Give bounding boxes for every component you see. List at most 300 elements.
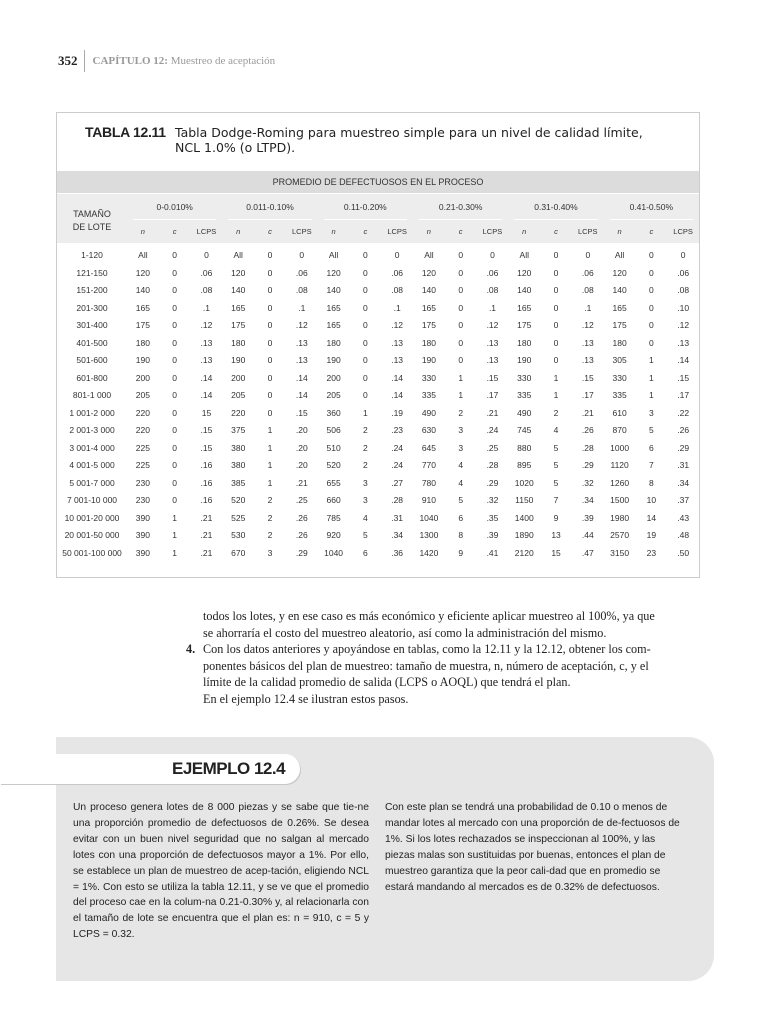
table-row bbox=[57, 300, 699, 318]
table-cell: 390 bbox=[135, 530, 150, 540]
table-row bbox=[57, 440, 699, 458]
table-cell: 1 bbox=[649, 372, 654, 383]
table-cell: All bbox=[424, 250, 434, 260]
table-row bbox=[57, 265, 699, 283]
table-cell: 0 bbox=[649, 250, 654, 260]
table-cell: 380 bbox=[231, 460, 246, 470]
table-cell: 0 bbox=[267, 372, 273, 383]
table-cell: .15 bbox=[295, 407, 308, 418]
table-cell: 180 bbox=[231, 337, 246, 348]
table-cell: .21 bbox=[200, 512, 213, 523]
lote-size-cell: 1-120 bbox=[81, 250, 103, 260]
table-cell: 165 bbox=[612, 302, 627, 313]
table-cell: .1 bbox=[298, 302, 306, 313]
table-cell: .26 bbox=[677, 425, 690, 435]
table-cell: 0 bbox=[267, 337, 273, 348]
table-cell: 225 bbox=[135, 460, 150, 470]
table-cell: .14 bbox=[391, 372, 404, 383]
group-label: 0.31-0.40% bbox=[514, 194, 597, 220]
table-cell: .31 bbox=[391, 512, 404, 523]
table-cell: .34 bbox=[391, 530, 404, 540]
table-cell: 385 bbox=[231, 477, 246, 488]
table-cell: .06 bbox=[391, 267, 404, 278]
table-cell: 180 bbox=[135, 337, 150, 348]
table-cell: 1 bbox=[267, 477, 273, 488]
table-cell: 335 bbox=[517, 390, 532, 400]
subcolumn-headers bbox=[413, 220, 508, 243]
lote-size-cell: 10 001-20 000 bbox=[64, 512, 120, 523]
table-cell: 3 bbox=[458, 425, 464, 435]
table-cell: 0 bbox=[362, 390, 368, 400]
lote-size-cell: 801-1 000 bbox=[72, 390, 112, 400]
table-cell: .12 bbox=[200, 320, 213, 330]
table-cell: 0 bbox=[267, 390, 273, 400]
table-cell: 6 bbox=[458, 512, 464, 523]
item-line4: En el ejemplo 12.4 se ilustran estos pasos. bbox=[203, 691, 409, 706]
row-cells bbox=[127, 440, 699, 458]
table-cell: 0 bbox=[172, 407, 178, 418]
subcolumn-header: LCPS bbox=[673, 227, 693, 236]
table-body bbox=[57, 247, 699, 562]
list-item-4 bbox=[186, 641, 733, 707]
table-cell: 190 bbox=[517, 355, 532, 365]
table-cell: 8 bbox=[649, 477, 654, 488]
table-cell: .39 bbox=[486, 530, 499, 540]
table-cell: 2 bbox=[458, 407, 464, 418]
table-cell: 770 bbox=[421, 460, 437, 470]
table-cell: 14 bbox=[646, 512, 657, 523]
table-cell: .43 bbox=[677, 512, 690, 523]
table-cell: 335 bbox=[612, 390, 627, 400]
table-cell: 1 bbox=[458, 390, 464, 400]
group-2 bbox=[318, 194, 413, 243]
table-cell: 140 bbox=[421, 285, 437, 295]
row-cells bbox=[127, 457, 699, 475]
table-cell: 330 bbox=[612, 372, 627, 383]
table-cell: 0 bbox=[553, 337, 559, 348]
table-row bbox=[57, 370, 699, 388]
table-cell: .21 bbox=[295, 477, 308, 488]
lote-size-cell: 301-400 bbox=[76, 320, 108, 330]
table-row bbox=[57, 457, 699, 475]
table-cell: 1 bbox=[267, 460, 273, 470]
table-cell: 1 bbox=[649, 355, 654, 365]
lote-header-line1: TAMAÑO bbox=[73, 209, 111, 219]
table-cell: .29 bbox=[295, 547, 308, 558]
table-cell: .15 bbox=[581, 372, 594, 383]
table-cell: 3 bbox=[649, 407, 654, 418]
table-cell: 0 bbox=[172, 390, 178, 400]
table-cell: 1 bbox=[172, 547, 178, 558]
table-cell: 880 bbox=[517, 442, 532, 453]
example-right-column: Con este plan se tendrá una probabilidad de 0.10 o menos de mandar lotes al mercado con una proporción de de-fectuosos de 1%. Si los lotes rechazados se inspeccionan al 100%, y las piezas malas son sustituidas por buenas, entonces el plan de muestreo garantiza que la peor cali-dad que en promedio se estará mandando al mercados es de 0.32% de defectuosos. bbox=[385, 802, 680, 893]
table-cell: 1 bbox=[267, 425, 273, 435]
table-row bbox=[57, 510, 699, 528]
table-cell: .21 bbox=[581, 407, 594, 418]
table-cell: .08 bbox=[391, 285, 404, 295]
row-cells bbox=[127, 545, 699, 563]
table-cell: 165 bbox=[135, 302, 150, 313]
list-item-number: 4. bbox=[186, 642, 196, 656]
table-cell: 2 bbox=[267, 495, 273, 505]
table-cell: .06 bbox=[486, 267, 499, 278]
table-cell: .13 bbox=[581, 337, 594, 348]
table-cell: 6 bbox=[362, 547, 368, 558]
subcolumn-headers bbox=[508, 220, 603, 243]
table-cell: .21 bbox=[200, 547, 213, 558]
table-cell: .34 bbox=[581, 495, 594, 505]
table-cell: 0 bbox=[362, 302, 368, 313]
table-cell: 230 bbox=[135, 495, 150, 505]
table-cell: .16 bbox=[200, 477, 213, 488]
subcolumn-header: n bbox=[426, 227, 431, 236]
table-cell: 165 bbox=[231, 302, 246, 313]
table-cell: 1020 bbox=[514, 477, 534, 488]
table-cell: 1120 bbox=[610, 460, 629, 470]
table-cell: 3 bbox=[458, 442, 464, 453]
table-title bbox=[85, 125, 689, 155]
table-row bbox=[57, 352, 699, 370]
table-cell: .26 bbox=[295, 530, 308, 540]
subcolumn-header: c bbox=[172, 227, 177, 236]
subcolumn-header: c bbox=[649, 227, 654, 236]
table-cell: 200 bbox=[135, 372, 150, 383]
table-cell: .12 bbox=[391, 320, 404, 330]
subcolumn-headers bbox=[222, 220, 317, 243]
table-cell: .17 bbox=[677, 390, 690, 400]
table-cell: .12 bbox=[295, 320, 308, 330]
lote-size-cell: 20 001-50 000 bbox=[64, 530, 120, 540]
subcolumn-header: n bbox=[236, 227, 241, 236]
lote-size-cell: 3 001-4 000 bbox=[69, 442, 115, 453]
lote-size-cell: 1 001-2 000 bbox=[69, 407, 115, 418]
table-cell: 0 bbox=[172, 337, 178, 348]
table-cell: 0 bbox=[172, 285, 178, 295]
table-cell: 0 bbox=[267, 302, 273, 313]
table-cell: 175 bbox=[612, 320, 627, 330]
table-cell: 220 bbox=[231, 407, 246, 418]
table-cell: .06 bbox=[677, 267, 690, 278]
table-cell: .13 bbox=[486, 337, 499, 348]
table-cell: 1 bbox=[172, 512, 178, 523]
table-cell: .25 bbox=[295, 495, 308, 505]
table-cell: .36 bbox=[391, 547, 404, 558]
item-line1: Con los datos anteriores y apoyándose en tablas, como la 12.11 y la 12.12, obtener los com- bbox=[203, 642, 651, 656]
table-cell: 510 bbox=[326, 442, 341, 453]
table-cell: .13 bbox=[486, 355, 499, 365]
table-cell: .13 bbox=[295, 355, 308, 365]
table-cell: 1040 bbox=[419, 512, 439, 523]
table-cell: .20 bbox=[295, 425, 308, 435]
table-cell: .14 bbox=[200, 372, 213, 383]
table-cell: 1000 bbox=[610, 442, 630, 453]
table-cell: 5 bbox=[553, 477, 559, 488]
table-cell: .50 bbox=[677, 547, 690, 558]
subcolumn-header: LCPS bbox=[291, 227, 312, 236]
table-row bbox=[57, 527, 699, 545]
table-cell: .14 bbox=[200, 390, 213, 400]
table-cell: 2 bbox=[362, 442, 368, 453]
table-cell: .15 bbox=[486, 372, 499, 383]
table-cell: 1980 bbox=[610, 512, 630, 523]
table-cell: 390 bbox=[135, 547, 150, 558]
row-cells bbox=[127, 282, 699, 300]
table-cell: 0 bbox=[172, 267, 178, 278]
table-cell: 0 bbox=[362, 372, 368, 383]
table-cell: 610 bbox=[612, 407, 627, 418]
chapter-title: Muestreo de aceptación bbox=[170, 55, 276, 67]
table-cell: All bbox=[519, 250, 529, 260]
table-cell: 0 bbox=[172, 302, 178, 313]
table-cell: .13 bbox=[200, 355, 213, 365]
page-number: 352 bbox=[58, 53, 78, 68]
lote-size-cell: 501-600 bbox=[76, 355, 108, 365]
table-cell: .24 bbox=[391, 460, 404, 470]
item-line2: ponentes básicos del plan de muestreo: tamaño de muestra, n, número de aceptación, c, y el bbox=[203, 658, 649, 673]
table-cell: .19 bbox=[391, 407, 404, 418]
lote-size-cell: 7 001-10 000 bbox=[66, 495, 118, 505]
group-3 bbox=[413, 194, 508, 243]
table-cell: 0 bbox=[172, 495, 178, 505]
table-label: TABLA 12.11 bbox=[85, 124, 166, 140]
table-cell: 0 bbox=[649, 285, 654, 295]
table-cell: 0 bbox=[649, 337, 654, 348]
table-cell: 1500 bbox=[610, 495, 630, 505]
table-cell: 3 bbox=[362, 495, 368, 505]
table-cell: 120 bbox=[421, 267, 437, 278]
table-cell: 200 bbox=[231, 372, 246, 383]
table-row bbox=[57, 387, 699, 405]
table-cell: 0 bbox=[394, 250, 400, 260]
table-cell: .17 bbox=[486, 390, 499, 400]
table-cell: 2 bbox=[267, 512, 273, 523]
table-cell: .15 bbox=[200, 442, 213, 453]
example-left-column: Un proceso genera lotes de 8 000 piezas y se sabe que tie-ne una proporción promedio de defectuosos de 0.26%. Se desea evitar con un buen nivel seguridad que no salgan al mercado lotes con una proporción de defectuosos mayor a 1%. Por ello, se establece un plan de muestreo de acep-tación, eligiendo NCL = 1%. Con esto se utiliza la tabla 12.11, y se ve que el promedio del proceso cae en la colum-na 0.21-0.30% y, al relacionarla con el tamaño de lote se encuentra que el plan es: n = 910, c = 5 y LCPS = 0.32. bbox=[73, 802, 369, 941]
table-cell: 9 bbox=[553, 512, 559, 523]
table-cell: 2 bbox=[362, 425, 368, 435]
table-cell: 23 bbox=[646, 547, 657, 558]
table-cell: 180 bbox=[517, 337, 532, 348]
table-cell: 0 bbox=[362, 267, 368, 278]
table-cell: .35 bbox=[486, 512, 499, 523]
table-cell: 190 bbox=[231, 355, 246, 365]
row-cells bbox=[127, 422, 699, 440]
table-cell: 0 bbox=[362, 337, 368, 348]
table-cell: .32 bbox=[486, 495, 499, 505]
table-row bbox=[57, 317, 699, 335]
table-cell: .16 bbox=[200, 495, 213, 505]
lote-size-cell: 50 001-100 000 bbox=[62, 547, 122, 558]
table-cell: 390 bbox=[135, 512, 150, 523]
table-cell: .08 bbox=[677, 285, 690, 295]
row-cells bbox=[127, 265, 699, 283]
lote-size-cell: 601-800 bbox=[76, 372, 108, 383]
table-cell: 0 bbox=[553, 250, 559, 260]
table-cell: 530 bbox=[231, 530, 246, 540]
table-cell: .21 bbox=[486, 407, 499, 418]
table-cell: .29 bbox=[677, 442, 690, 453]
table-cell: 1 bbox=[649, 390, 654, 400]
table-cell: 670 bbox=[231, 547, 246, 558]
table-cell: 220 bbox=[135, 407, 150, 418]
table-cell: .1 bbox=[202, 302, 210, 313]
table-cell: .32 bbox=[581, 477, 594, 488]
row-cells bbox=[127, 510, 699, 528]
table-cell: .28 bbox=[391, 495, 404, 505]
table-cell: 5 bbox=[553, 460, 559, 470]
table-cell: 0 bbox=[362, 285, 368, 295]
table-cell: 0 bbox=[362, 320, 368, 330]
table-cell: 205 bbox=[326, 390, 341, 400]
table-cell: 0 bbox=[267, 320, 273, 330]
table-row bbox=[57, 545, 699, 563]
table-cell: .12 bbox=[581, 320, 594, 330]
table-cell: 230 bbox=[135, 477, 150, 488]
table-cell: 8 bbox=[458, 530, 464, 540]
process-average-groups bbox=[127, 194, 699, 243]
group-label: 0-0.010% bbox=[133, 194, 216, 220]
lote-size-cell: 4 001-5 000 bbox=[69, 460, 115, 470]
table-cell: 140 bbox=[326, 285, 341, 295]
table-cell: .29 bbox=[581, 460, 594, 470]
table-row bbox=[57, 422, 699, 440]
table-cell: 490 bbox=[421, 407, 437, 418]
table-cell: .1 bbox=[393, 302, 401, 313]
table-cell: .12 bbox=[677, 320, 690, 330]
table-cell: 6 bbox=[649, 442, 654, 453]
table-cell: 175 bbox=[421, 320, 437, 330]
table-cell: .24 bbox=[391, 442, 404, 453]
table-cell: 3 bbox=[362, 477, 368, 488]
table-cell: 870 bbox=[612, 425, 627, 435]
table-cell: 4 bbox=[553, 425, 559, 435]
table-cell: 19 bbox=[646, 530, 657, 540]
table-column-headers bbox=[57, 194, 699, 243]
table-cell: 2 bbox=[553, 407, 559, 418]
table-cell: 785 bbox=[326, 512, 341, 523]
table-cell: .1 bbox=[584, 302, 592, 313]
table-cell: 0 bbox=[172, 320, 178, 330]
lote-size-cell: 121-150 bbox=[76, 267, 108, 278]
table-cell: 165 bbox=[326, 320, 341, 330]
table-cell: 1 bbox=[267, 442, 273, 453]
table-cell: .08 bbox=[200, 285, 213, 295]
table-cell: 525 bbox=[231, 512, 246, 523]
table-cell: .14 bbox=[677, 355, 690, 365]
table-cell: 3150 bbox=[610, 547, 630, 558]
table-cell: .41 bbox=[486, 547, 499, 558]
table-cell: 140 bbox=[135, 285, 150, 295]
table-cell: 5 bbox=[458, 495, 464, 505]
table-cell: All bbox=[233, 250, 243, 260]
subcolumn-headers bbox=[604, 220, 699, 243]
table-cell: 0 bbox=[267, 267, 273, 278]
subcolumn-header: c bbox=[458, 227, 463, 236]
table-cell: .06 bbox=[200, 267, 213, 278]
row-cells bbox=[127, 335, 699, 353]
table-cell: 0 bbox=[649, 320, 654, 330]
subcolumn-header: LCPS bbox=[196, 227, 217, 236]
table-cell: 165 bbox=[517, 302, 532, 313]
table-cell: .08 bbox=[295, 285, 308, 295]
table-cell: 4 bbox=[362, 512, 368, 523]
table-cell: 360 bbox=[326, 407, 341, 418]
table-cell: .12 bbox=[486, 320, 499, 330]
lote-size-header bbox=[57, 194, 127, 243]
table-cell: .28 bbox=[486, 460, 499, 470]
subcolumn-header: c bbox=[554, 227, 558, 236]
table-cell: .08 bbox=[581, 285, 594, 295]
table-cell: .22 bbox=[677, 407, 690, 418]
table-cell: 375 bbox=[231, 425, 246, 435]
lote-size-cell: 201-300 bbox=[76, 302, 108, 313]
table-cell: 225 bbox=[135, 442, 150, 453]
table-cell: .34 bbox=[677, 477, 690, 488]
table-row bbox=[57, 247, 699, 265]
table-cell: 0 bbox=[362, 355, 368, 365]
table-cell: 200 bbox=[326, 372, 341, 383]
table-cell: 1400 bbox=[514, 512, 534, 523]
subcolumn-header: n bbox=[522, 227, 527, 236]
table-cell: 1890 bbox=[514, 530, 534, 540]
table-cell: .15 bbox=[677, 372, 690, 383]
table-cell: .14 bbox=[391, 390, 404, 400]
table-cell: .10 bbox=[677, 302, 690, 313]
body-para1-line2: se ahorraría el costo del muestreo aleatorio, así como la administración del mismo. bbox=[203, 625, 607, 640]
table-cell: 630 bbox=[421, 425, 437, 435]
table-cell: .06 bbox=[295, 267, 308, 278]
row-cells bbox=[127, 475, 699, 493]
table-cell: .13 bbox=[391, 355, 404, 365]
table-cell: 895 bbox=[517, 460, 532, 470]
subcolumn-header: n bbox=[331, 227, 336, 236]
table-cell: .25 bbox=[486, 442, 499, 453]
table-cell: 0 bbox=[267, 285, 273, 295]
table-cell: 745 bbox=[517, 425, 532, 435]
table-cell: .24 bbox=[486, 425, 499, 435]
table-cell: .17 bbox=[581, 390, 594, 400]
subcolumn-header: n bbox=[617, 227, 622, 236]
table-cell: .23 bbox=[391, 425, 404, 435]
table-cell: .37 bbox=[677, 495, 690, 505]
table-cell: 0 bbox=[267, 355, 273, 365]
table-row bbox=[57, 492, 699, 510]
table-cell: 0 bbox=[458, 302, 464, 313]
table-cell: 0 bbox=[299, 250, 305, 260]
table-cell: 0 bbox=[458, 337, 464, 348]
table-cell: 7 bbox=[649, 460, 654, 470]
table-cell: 490 bbox=[517, 407, 532, 418]
subcolumn-header: LCPS bbox=[387, 227, 407, 236]
table-cell: 0 bbox=[204, 250, 209, 260]
table-cell: .44 bbox=[581, 530, 594, 540]
item-line3: límite de la calidad promedio de salida (LCPS o AOQL) que tendrá el plan. bbox=[203, 675, 571, 689]
table-cell: 175 bbox=[135, 320, 150, 330]
table-row bbox=[57, 475, 699, 493]
table-cell: .1 bbox=[488, 302, 497, 313]
table-cell: 140 bbox=[517, 285, 532, 295]
group-5 bbox=[604, 194, 699, 243]
table-cell: .20 bbox=[295, 460, 308, 470]
table-cell: 0 bbox=[172, 425, 178, 435]
table-cell: 520 bbox=[231, 495, 246, 505]
header-divider bbox=[84, 50, 85, 72]
table-band-header: PROMEDIO DE DEFECTUOSOS EN EL PROCESO bbox=[57, 171, 699, 193]
table-cell: .13 bbox=[391, 337, 404, 348]
table-cell: .27 bbox=[391, 477, 404, 488]
table-cell: 5 bbox=[362, 530, 368, 540]
row-cells bbox=[127, 492, 699, 510]
